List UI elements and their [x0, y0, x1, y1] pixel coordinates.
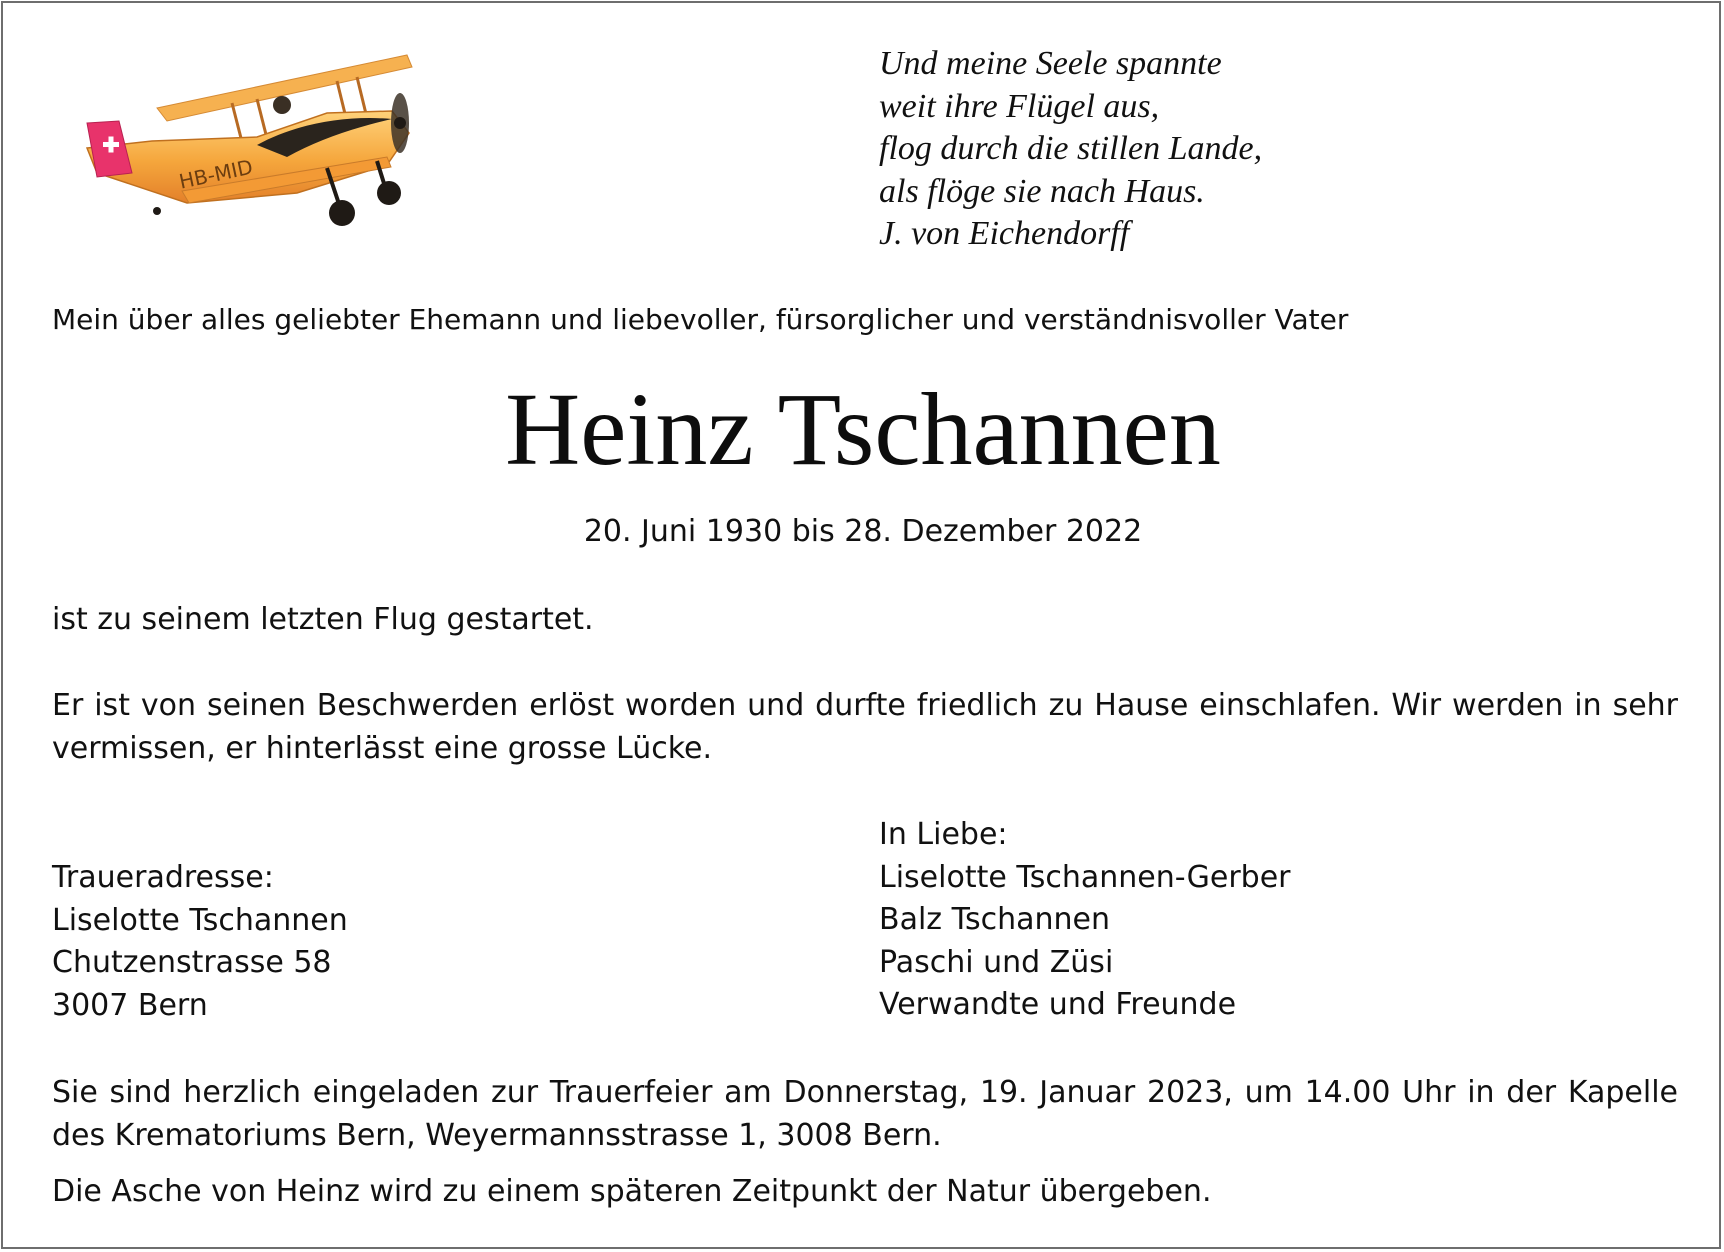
mourning-address-city: 3007 Bern: [52, 987, 208, 1023]
message-paragraph: Er ist von seinen Beschwerden erlöst worden und durfte friedlich zu Hause einschlafen. Wir werden in sehr vermissen, er hinterlässt eine grosse Lücke.: [52, 688, 1678, 766]
mourner-name: Liselotte Tschannen-Gerber: [879, 859, 1291, 895]
poem: [879, 43, 1262, 256]
poem-line: als flöge sie nach Haus.: [879, 172, 1205, 210]
ashes-text: Die Asche von Heinz wird zu einem späteren Zeitpunkt der Natur übergeben.: [52, 1174, 1212, 1209]
life-dates: 20. Juni 1930 bis 28. Dezember 2022: [583, 514, 1143, 549]
plane-registration: HB-MID: [176, 154, 255, 194]
poem-line: flog durch die stillen Lande,: [879, 130, 1263, 167]
deceased-name: Heinz Tschannen: [505, 372, 1221, 487]
departure-text: ist zu seinem letzten Flug gestartet.: [52, 602, 594, 637]
poem-author: J. von Eichendorff: [879, 215, 1130, 252]
in-love-heading: In Liebe:: [879, 817, 1008, 852]
biplane-illustration: [57, 53, 457, 253]
wheel-right: [377, 181, 401, 205]
mourner-name: Verwandte und Freunde: [879, 987, 1237, 1022]
mourner-name: Paschi und Züsi: [879, 944, 1114, 980]
in-love-list: [879, 814, 1291, 1027]
mourning-address-street: Chutzenstrasse 58: [52, 945, 332, 980]
mourning-address-heading: Traueradresse:: [52, 860, 274, 895]
poem-line: weit ihre Flügel aus,: [879, 87, 1160, 125]
poem-line: Und meine Seele spannte: [879, 45, 1222, 82]
mourning-address: [52, 857, 348, 1027]
mourner-name: Balz Tschannen: [879, 902, 1110, 937]
mourning-address-name: Liselotte Tschannen: [52, 902, 348, 938]
obituary-notice: [1, 1, 1721, 1249]
wheel-left: [329, 200, 355, 226]
intro-text: Mein über alles geliebter Ehemann und liebevoller, fürsorglicher und verständnisvoller Vater: [52, 303, 1349, 336]
invitation-text: Sie sind herzlich eingeladen zur Trauerfeier am Donnerstag, 19. Januar 2023, um 14.00 Uhr in der Kapelle des Krematoriums Bern, Weyermannsstrasse 1, 3008 Bern.: [52, 1075, 1678, 1153]
